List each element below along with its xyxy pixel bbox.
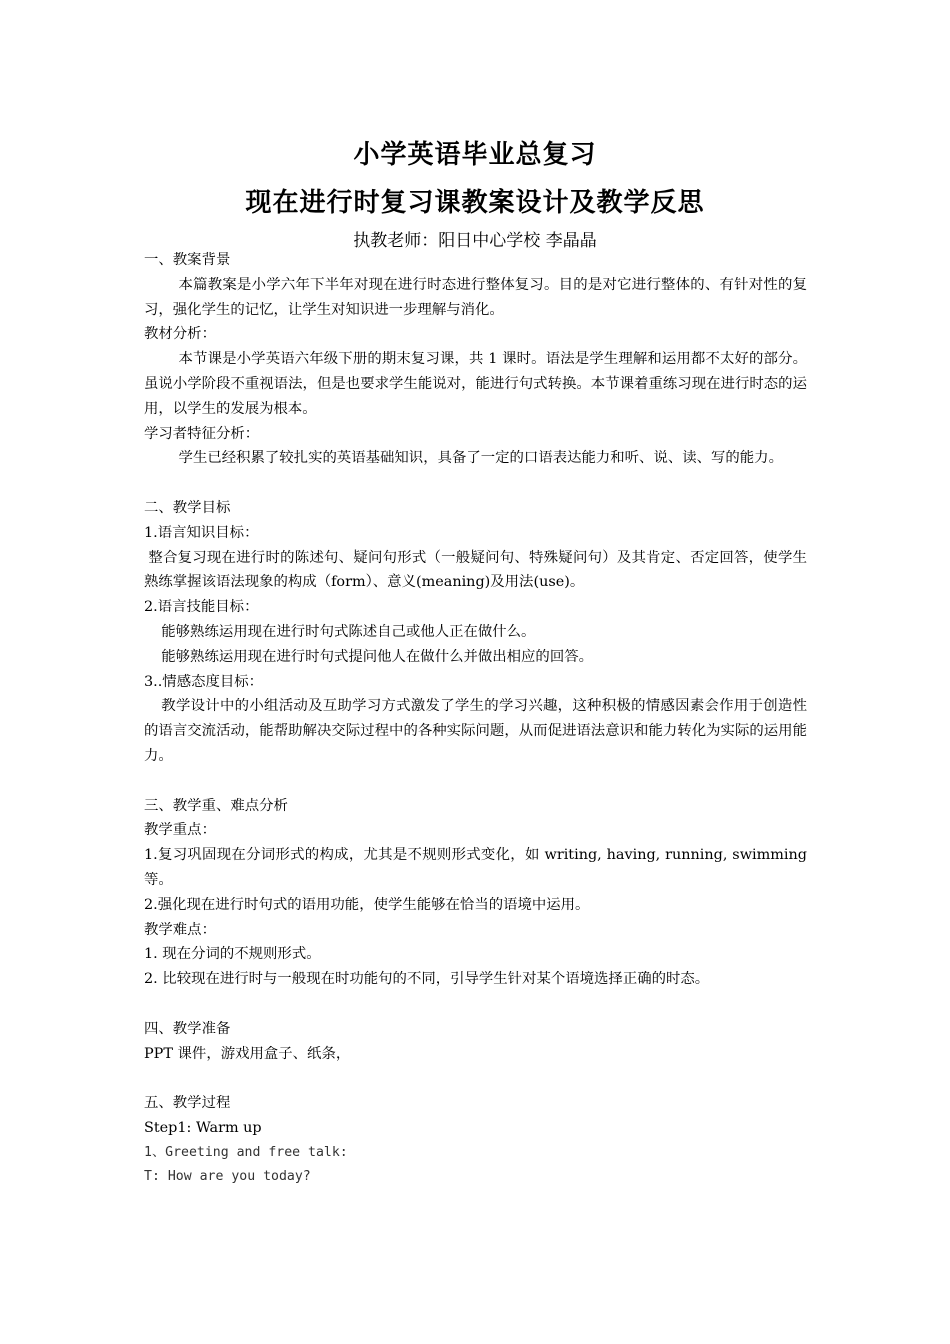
section-heading-preparation: 四、教学准备 [144,1020,231,1037]
objective-knowledge-text: 整合复习现在进行时的陈述句、疑问句形式（一般疑问句、特殊疑问句）及其肯定、否定回答，使学生熟练掌握该语法现象的构成（form）、意义(meaning)及用法(use)。 [144,549,807,591]
key-points-heading: 教学重点： [144,822,216,839]
section-heading-background: 一、教案背景 [144,252,231,268]
process-line: 1、Greeting and free talk: [144,1144,348,1160]
paragraph-material-analysis: 本节课是小学英语六年级下册的期末复习课，共 1 课时。语法是学生理解和运用都不太好的部分。虽说小学阶段不重视语法，但是也要求学生能说对，能进行句式转换。本节课着重练习现在进行时态的运用，以学生的发展为根本。 [144,351,807,417]
document-title: 小学英语毕业总复习 [353,140,597,170]
blank-line [144,992,807,1017]
objective-knowledge-heading: 1.语言知识目标： [144,524,259,541]
blank-line [144,471,807,496]
subheading-learner-analysis: 学习者特征分析： [144,425,260,442]
section-heading-process: 五、教学过程 [144,1095,231,1112]
difficult-point-item: 2. 比较现在进行时与一般现在时功能句的不同，引导学生针对某个语境选择正确的时态。 [144,971,710,988]
preparation-text: PPT 课件，游戏用盒子、纸条， [144,1045,351,1062]
objective-attitude-text: 教学设计中的小组活动及互助学习方式激发了学生的学习兴趣，这种积极的情感因素会作用于创造性的语言交流活动，能帮助解决交际过程中的各种实际问题，从而促进语法意识和能力转化为实际的运用能力。 [144,698,807,764]
section-heading-objectives: 二、教学目标 [144,499,231,516]
blank-line [144,1066,807,1091]
objective-skill-item: 能够熟练运用现在进行时句式陈述自己或他人正在做什么。 [161,623,536,640]
key-point-item: 2.强化现在进行时句式的语用功能，使学生能够在恰当的语境中运用。 [144,896,590,913]
objective-attitude-heading: 3..情感态度目标： [144,673,264,690]
blank-line [144,769,807,794]
document-subtitle: 现在进行时复习课教案设计及教学反思 [245,188,705,218]
key-point-item: 1.复习巩固现在分词形式的构成，尤其是不规则形式变化，如 writing, having, running, swimming 等。 [144,847,807,888]
objective-skill-item: 能够熟练运用现在进行时句式提问他人在做什么并做出相应的回答。 [161,648,593,665]
paragraph-background: 本篇教案是小学六年下半年对现在进行时态进行整体复习。目的是对它进行整体的、有针对性的复习，强化学生的记忆，让学生对知识进一步理解与消化。 [144,276,807,318]
section-heading-key-points: 三、教学重、难点分析 [144,797,288,814]
subheading-material-analysis: 教材分析： [144,326,216,343]
paragraph-learner-analysis: 学生已经积累了较扎实的英语基础知识，具备了一定的口语表达能力和听、说、读、写的能力。 [178,450,783,467]
objective-skill-heading: 2.语言技能目标： [144,599,259,616]
process-step-heading: Step1: Warm up [144,1119,262,1136]
process-line: T: How are you today? [144,1169,311,1185]
difficult-points-heading: 教学难点： [144,921,216,938]
document-body [144,248,807,1190]
difficult-point-item: 1. 现在分词的不规则形式。 [144,946,321,963]
author-line: 执教老师：阳日中心学校 李晶晶 [353,231,597,251]
